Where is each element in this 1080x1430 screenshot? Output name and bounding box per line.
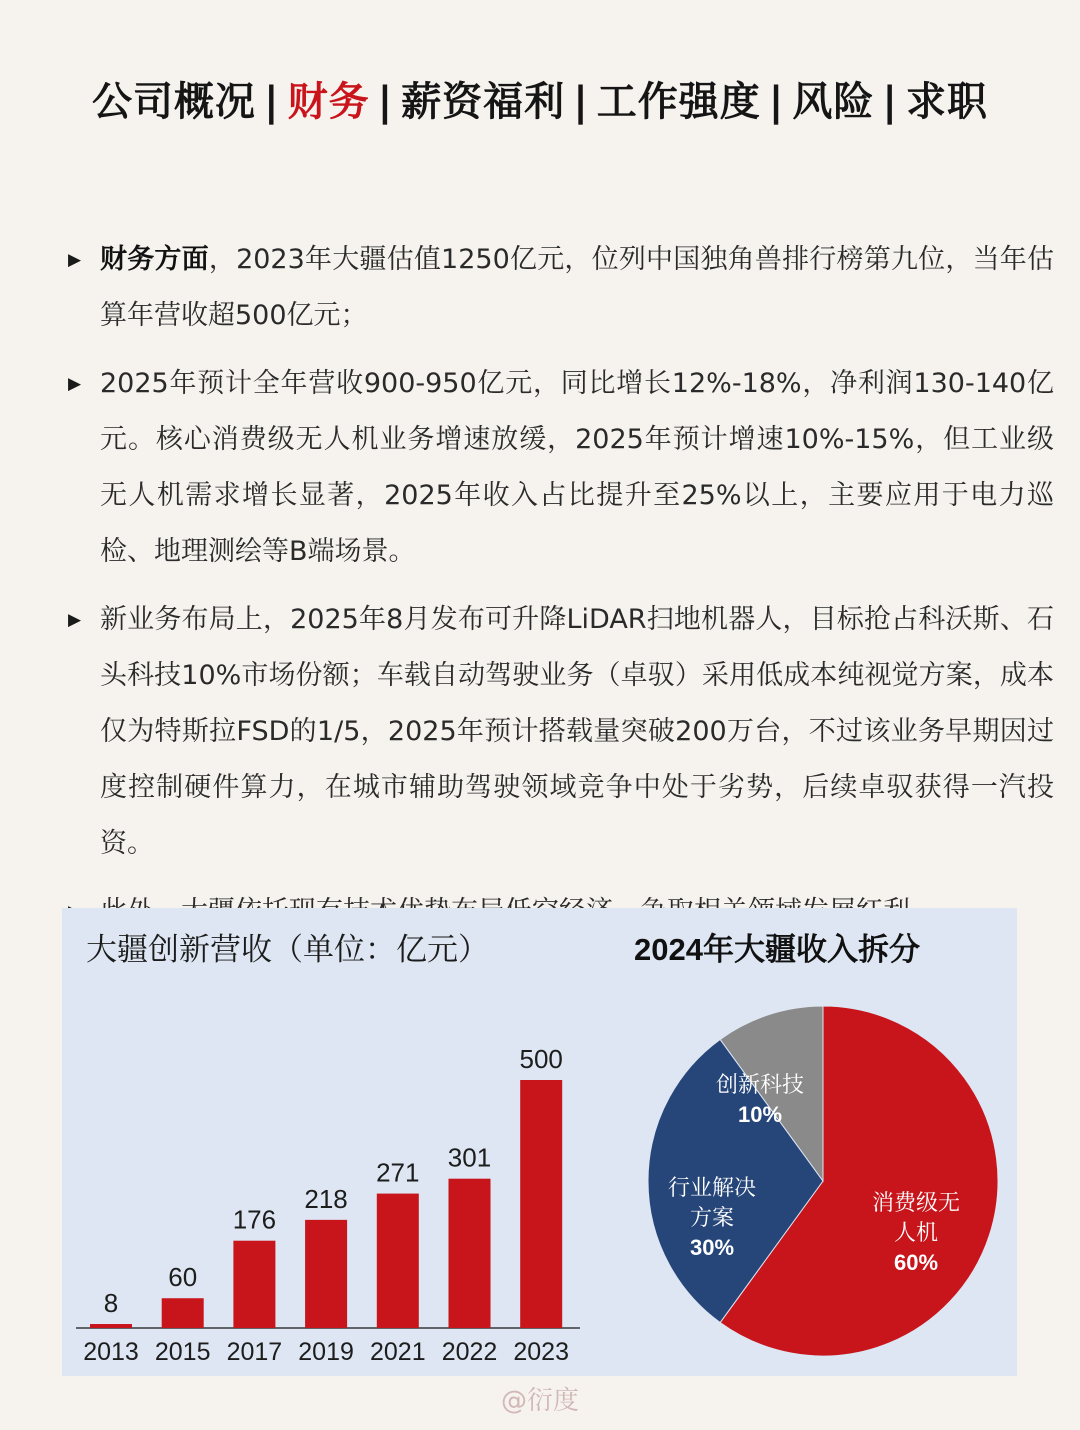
bar xyxy=(520,1080,562,1328)
x-tick-label: 2019 xyxy=(298,1338,354,1366)
nav-separator: | xyxy=(263,79,280,125)
bar-value-label: 500 xyxy=(519,1044,563,1074)
nav-item: 风险 xyxy=(792,79,875,125)
bar-value-label: 301 xyxy=(447,1142,492,1173)
x-tick-label: 2015 xyxy=(154,1338,211,1366)
nav-separator: | xyxy=(882,79,899,125)
nav-item: 公司概况 xyxy=(91,79,256,125)
pie-chart-title: 2024年大疆收入拆分 xyxy=(634,932,920,967)
top-nav xyxy=(0,70,1080,127)
pie-slice-label: 人机 xyxy=(893,1220,939,1245)
bar xyxy=(233,1241,275,1328)
pie-slice-percent: 30% xyxy=(689,1235,735,1260)
bullet-item xyxy=(64,232,1054,344)
pie-slice-label: 创新科技 xyxy=(715,1072,805,1097)
x-tick-label: 2013 xyxy=(83,1338,139,1366)
bar xyxy=(162,1298,204,1328)
x-tick-label: 2023 xyxy=(513,1338,570,1366)
pie-slice-label: 行业解决 xyxy=(667,1175,757,1200)
bar-value-label: 176 xyxy=(232,1204,277,1235)
bar xyxy=(449,1179,491,1328)
nav-item: 工作强度 xyxy=(596,79,761,125)
pie-slice-percent: 10% xyxy=(737,1102,783,1127)
bar-chart-title: 大疆创新营收（单位：亿元） xyxy=(86,932,489,968)
bullet-text: 2025年预计全年营收900-950亿元，同比增长12%-18%，净利润130-140亿元。核心消费级无人机业务增速放缓，2025年预计增速10%-15%，但工业级无人机需求增长显著，2025年收入占比提升至25%以上，主要应用于电力巡检、地理测绘等B端场景。 xyxy=(100,368,1054,567)
x-tick-label: 2022 xyxy=(441,1338,498,1366)
bullet-item xyxy=(64,592,1054,872)
bar-value-label: 8 xyxy=(103,1288,119,1319)
nav-separator: | xyxy=(768,79,785,125)
bullet-bold-lead: 财务方面 xyxy=(100,244,209,275)
bullet-list xyxy=(64,232,1054,952)
bullet-arrow-icon: ▶ xyxy=(68,250,82,270)
nav-separator: | xyxy=(573,79,589,125)
nav-item: 求职 xyxy=(906,79,989,125)
bar xyxy=(90,1324,132,1328)
nav-item: 薪资福利 xyxy=(401,79,566,125)
bullet-text: 新业务布局上，2025年8月发布可升降LiDAR扫地机器人，目标抢占科沃斯、石头科技10%市场份额；车载自动驾驶业务（卓驭）采用低成本纯视觉方案，成本仅为特斯拉FSD的1/5，2025年预计搭载量突破200万台，不过该业务早期因过度控制硬件算力，在城市辅助驾驶领域竞争中处于劣势，后续卓驭获得一汽投资。 xyxy=(100,604,1054,859)
nav-separator: | xyxy=(377,79,394,125)
bullet-item xyxy=(64,356,1054,580)
x-tick-label: 2021 xyxy=(369,1338,426,1366)
x-tick-label: 2017 xyxy=(226,1338,283,1366)
bar-value-label: 218 xyxy=(304,1183,348,1214)
bar xyxy=(377,1194,419,1328)
pie-slice-percent: 60% xyxy=(893,1250,939,1275)
bullet-arrow-icon: ▶ xyxy=(68,610,82,630)
pie-slice-label: 消费级无 xyxy=(871,1190,961,1215)
bullet-text: 财务方面，2023年大疆估值1250亿元，位列中国独角兽排行榜第九位，当年估算年营收超500亿元； xyxy=(100,244,1054,331)
pie-chart xyxy=(620,990,1020,1380)
bar-chart xyxy=(62,990,602,1380)
nav-item-active: 财务 xyxy=(287,79,370,125)
pie-slice-label: 方案 xyxy=(689,1205,735,1230)
bar xyxy=(305,1220,347,1328)
bar-value-label: 60 xyxy=(168,1262,198,1293)
bar-value-label: 271 xyxy=(376,1157,420,1188)
watermark: @衍度 xyxy=(500,1386,579,1416)
bullet-arrow-icon: ▶ xyxy=(68,374,82,394)
